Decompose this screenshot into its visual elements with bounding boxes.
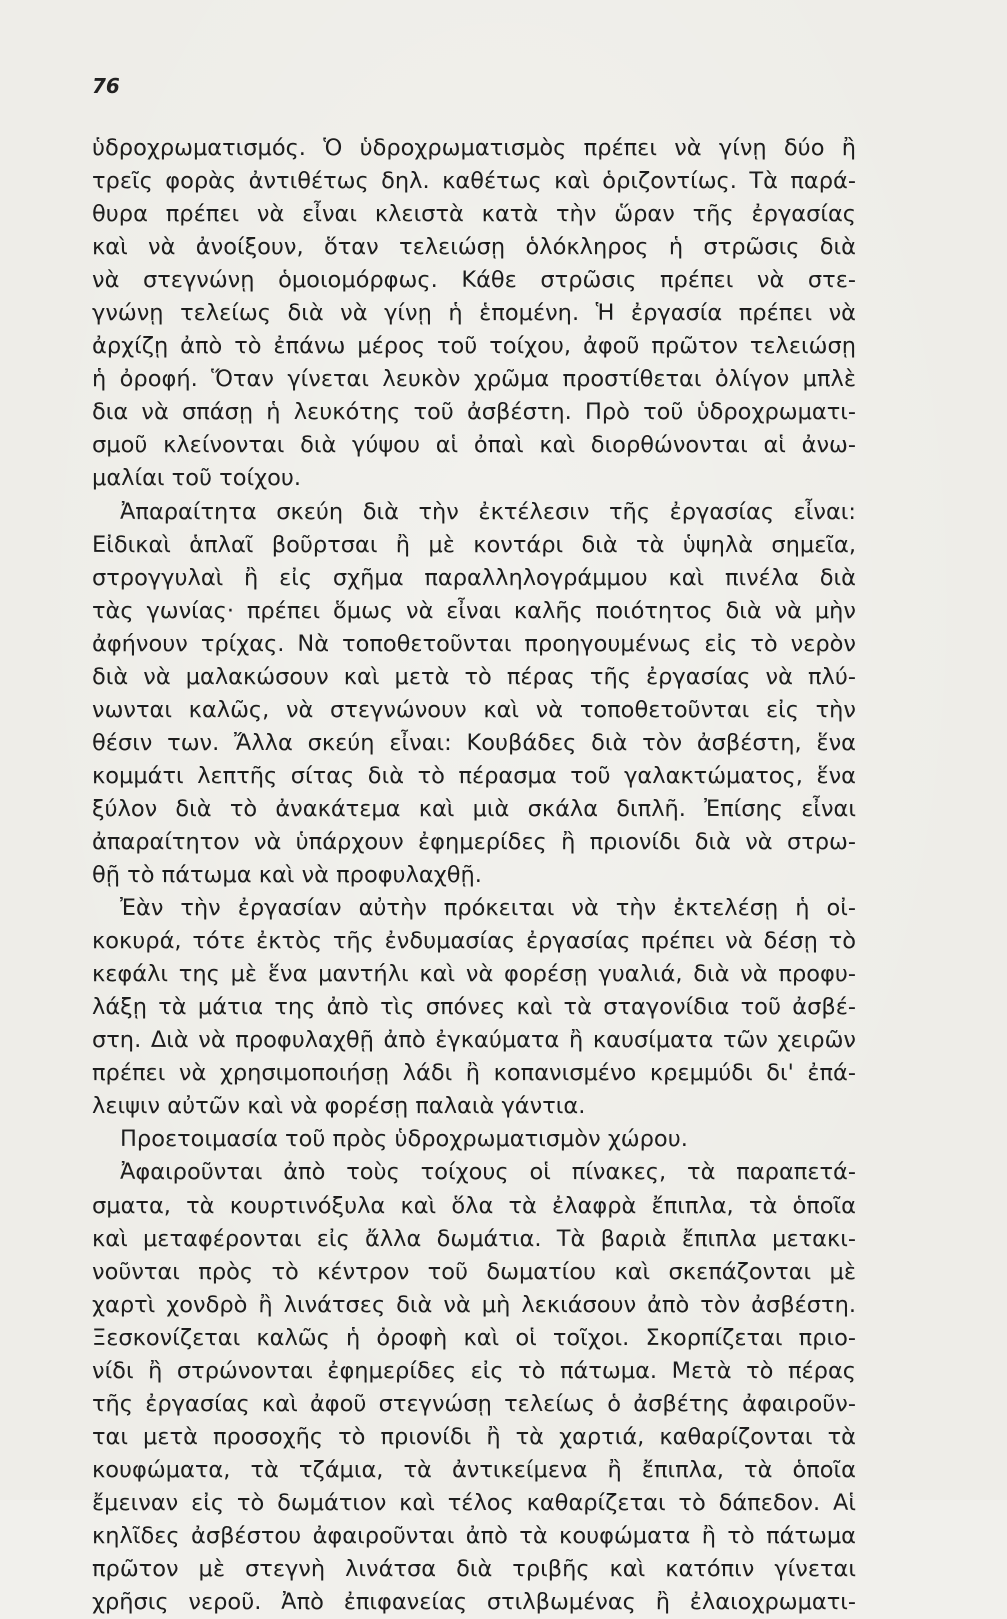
text-line: κηλῖδες ἀσβέστου ἀφαιροῦνται ἀπὸ τὰ κουφώματα ἢ τὸ πάτωμα: [92, 1522, 856, 1549]
text-line: κουφώματα, τὰ τζάμια, τὰ ἀντικείμενα ἢ ἔπιπλα, τὰ ὁποῖα: [92, 1456, 856, 1483]
text-line: ἀφήνουν τρίχας. Νὰ τοποθετοῦνται προηγουμένως εἰς τὸ νερὸν: [92, 630, 856, 657]
text-line: Προετοιμασία τοῦ πρὸς ὑδροχρωματισμὸν χώρου.: [120, 1126, 688, 1153]
text-line: θέσιν των. Ἄλλα σκεύη εἶναι: Κουβάδες διὰ τὸν ἀσβέστη, ἕνα: [92, 729, 856, 756]
text-line: στη. Διὰ νὰ προφυλαχθῇ ἀπὸ ἐγκαύματα ἢ καυσίματα τῶν χειρῶν: [92, 1027, 856, 1054]
text-line: καὶ μεταφέρονται εἰς ἄλλα δωμάτια. Τὰ βαριὰ ἔπιπλα μετακι-: [92, 1225, 856, 1252]
text-line: ἀρχίζῃ ἀπὸ τὸ ἐπάνω μέρος τοῦ τοίχου, ἀφοῦ πρῶτον τελειώσῃ: [92, 333, 856, 360]
text-line: δια νὰ σπάσῃ ἡ λευκότης τοῦ ἀσβέστη. Πρὸ τοῦ ὑδροχρωματι-: [92, 399, 856, 426]
text-line: ται μετὰ προσοχῆς τὸ πριονίδι ἢ τὰ χαρτιά, καθαρίζονται τὰ: [92, 1423, 856, 1450]
text-line: τρεῖς φορὰς ἀντιθέτως δηλ. καθέτως καὶ ὁριζοντίως. Τὰ παρά-: [92, 168, 856, 195]
text-line: πρῶτον μὲ στεγνὴ λινάτσα διὰ τριβῆς καὶ κατόπιν γίνεται: [92, 1556, 856, 1583]
text-line: ξύλον διὰ τὸ ἀνακάτεμα καὶ μιὰ σκάλα διπλῆ. Ἐπίσης εἶναι: [92, 795, 856, 822]
text-line: χαρτὶ χονδρὸ ἢ λινάτσες διὰ νὰ μὴ λεκιάσουν ἀπὸ τὸν ἀσβέστη.: [92, 1291, 856, 1318]
text-line: κοκυρά, τότε ἐκτὸς τῆς ἐνδυμασίας ἐργασίας πρέπει νὰ δέσῃ τὸ: [92, 928, 856, 955]
text-line: τῆς ἐργασίας καὶ ἀφοῦ στεγνώσῃ τελείως ὁ ἀσβέτης ἀφαιροῦν-: [92, 1390, 856, 1417]
text-line: χρῆσις νεροῦ. Ἀπὸ ἐπιφανείας στιλβωμένας ἢ ἐλαιοχρωματι-: [92, 1589, 856, 1616]
text-line: Ξεσκονίζεται καλῶς ἡ ὀροφὴ καὶ οἱ τοῖχοι. Σκορπίζεται πριο-: [92, 1324, 856, 1351]
text-line: νοῦνται πρὸς τὸ κέντρον τοῦ δωματίου καὶ σκεπάζονται μὲ: [92, 1258, 856, 1285]
text-line: λάξῃ τὰ μάτια της ἀπὸ τὶς σπόνες καὶ τὰ σταγονίδια τοῦ ἀσβέ-: [92, 994, 856, 1021]
text-line: Εἰδικαὶ ἁπλαῖ βοῦρτσαι ἢ μὲ κοντάρι διὰ τὰ ὑψηλὰ σημεῖα,: [92, 531, 856, 558]
text-line: λειψιν αὐτῶν καὶ νὰ φορέσῃ παλαιὰ γάντια.: [92, 1093, 586, 1120]
text-line: ἀπαραίτητον νὰ ὑπάρχουν ἐφημερίδες ἢ πριονίδι διὰ νὰ στρω-: [92, 828, 856, 855]
text-line: νωνται καλῶς, νὰ στεγνώνουν καὶ νὰ τοποθετοῦνται εἰς τὴν: [92, 696, 856, 723]
text-line: τὰς γωνίας· πρέπει ὅμως νὰ εἶναι καλῆς ποιότητος διὰ νὰ μὴν: [92, 597, 856, 624]
text-line: νίδι ἢ στρώνονται ἐφημερίδες εἰς τὸ πάτωμα. Μετὰ τὸ πέρας: [92, 1357, 856, 1384]
text-line: μαλίαι τοῦ τοίχου.: [92, 465, 302, 492]
text-line: νὰ στεγνώνῃ ὁμοιομόρφως. Κάθε στρῶσις πρέπει νὰ στε-: [92, 267, 856, 294]
text-line: ἔμειναν εἰς τὸ δωμάτιον καὶ τέλος καθαρίζεται τὸ δάπεδον. Αἱ: [92, 1489, 856, 1516]
page-number: 76: [92, 74, 120, 98]
text-line: γνώνῃ τελείως διὰ νὰ γίνῃ ἡ ἑπομένη. Ἡ ἐργασία πρέπει νὰ: [92, 300, 856, 327]
text-line: ὑδροχρωματισμός. Ὁ ὑδροχρωματισμὸς πρέπει νὰ γίνῃ δύο ἢ: [92, 135, 856, 161]
text-line: κομμάτι λεπτῆς σίτας διὰ τὸ πέρασμα τοῦ γαλακτώματος, ἕνα: [92, 762, 856, 789]
text-line: ἡ ὀροφή. Ὅταν γίνεται λευκὸν χρῶμα προστίθεται ὀλίγον μπλὲ: [92, 366, 856, 393]
text-line: Ἀπαραίτητα σκεύη διὰ τὴν ἐκτέλεσιν τῆς ἐργασίας εἶναι:: [120, 498, 856, 525]
text-line: θῇ τὸ πάτωμα καὶ νὰ προφυλαχθῇ.: [92, 862, 482, 889]
text-line: σματα, τὰ κουρτινόξυλα καὶ ὅλα τὰ ἐλαφρὰ ἔπιπλα, τὰ ὁποῖα: [92, 1192, 856, 1219]
text-line: Ἀφαιροῦνται ἀπὸ τοὺς τοίχους οἱ πίνακες, τὰ παραπετά-: [120, 1159, 856, 1186]
body-text: [92, 132, 856, 1619]
text-line: θυρα πρέπει νὰ εἶναι κλειστὰ κατὰ τὴν ὥραν τῆς ἐργασίας: [92, 201, 856, 228]
text-line: σμοῦ κλείνονται διὰ γύψου αἱ ὀπαὶ καὶ διορθώνονται αἱ ἀνω-: [92, 432, 856, 459]
text-line: διὰ νὰ μαλακώσουν καὶ μετὰ τὸ πέρας τῆς ἐργασίας νὰ πλύ-: [92, 663, 856, 690]
text-line: πρέπει νὰ χρησιμοποιήσῃ λάδι ἢ κοπανισμένο κρεμμύδι δι' ἐπά-: [92, 1060, 856, 1087]
text-line: Ἐὰν τὴν ἐργασίαν αὐτὴν πρόκειται νὰ τὴν ἐκτελέσῃ ἡ οἰ-: [120, 895, 856, 922]
text-line: κεφάλι της μὲ ἕνα μαντήλι καὶ νὰ φορέσῃ γυαλιά, διὰ νὰ προφυ-: [92, 961, 856, 988]
text-line: καὶ νὰ ἀνοίξουν, ὅταν τελειώσῃ ὁλόκληρος ἡ στρῶσις διὰ: [92, 234, 856, 261]
text-line: στρογγυλαὶ ἢ εἰς σχῆμα παραλληλογράμμου καὶ πινέλα διὰ: [92, 564, 856, 591]
